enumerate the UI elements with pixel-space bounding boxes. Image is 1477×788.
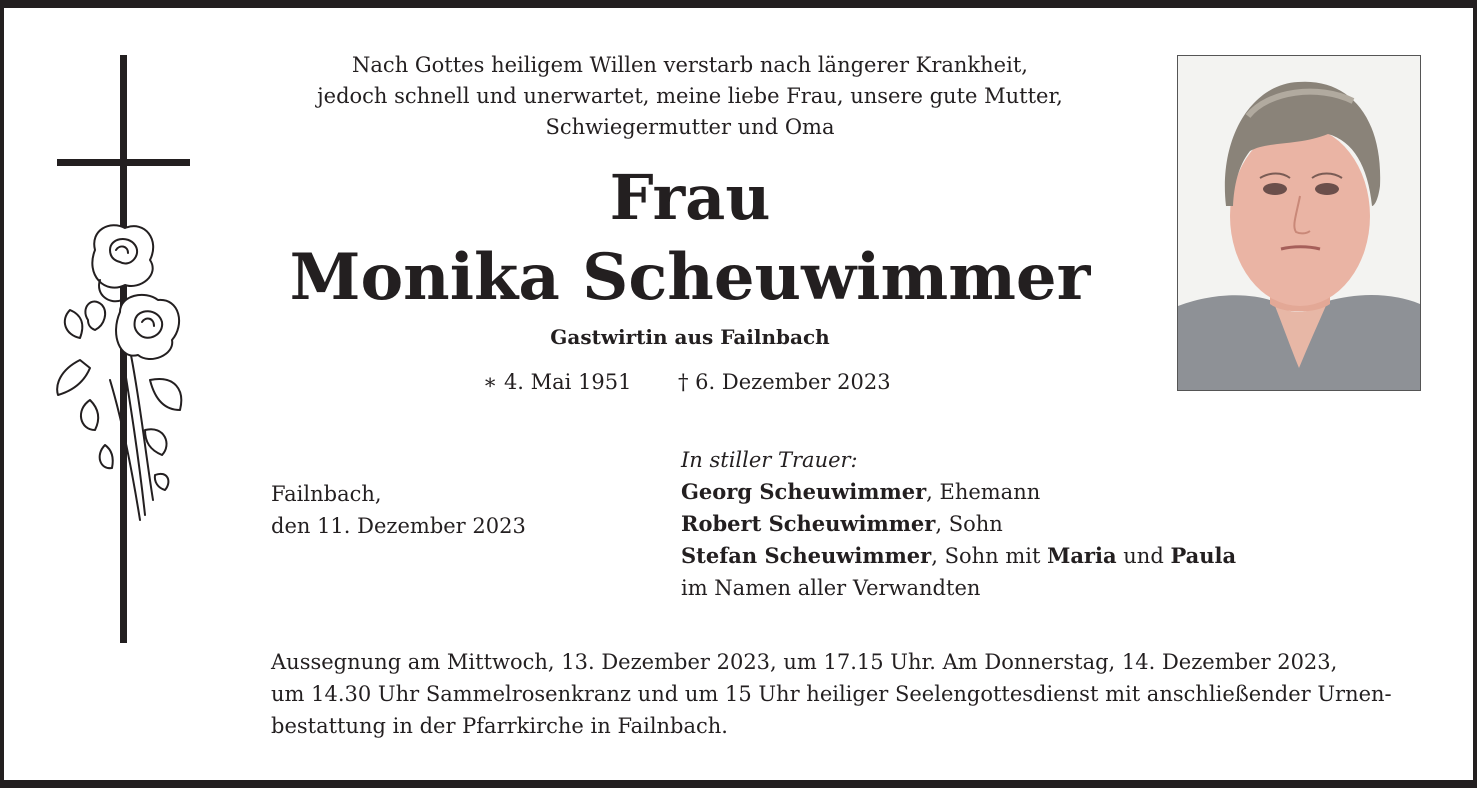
mourners-closing: im Namen aller Verwandten (681, 576, 981, 600)
mourner-name: Stefan Scheuwimmer (681, 543, 932, 568)
mourner-name: Robert Scheuwimmer (681, 511, 936, 536)
occupation: Gastwirtin aus Failnbach (550, 325, 830, 349)
place: Failnbach, (271, 482, 382, 506)
intro-line: Schwiegermutter und Oma (545, 115, 835, 139)
mourner-name: Georg Scheuwimmer (681, 479, 927, 504)
date: den 11. Dezember 2023 (271, 514, 526, 538)
place-date (271, 478, 526, 542)
intro-line: jedoch schnell und unerwartet, meine liebe Frau, unsere gute Mutter, (317, 84, 1063, 108)
conjunction: und (1116, 544, 1171, 568)
ceremony-line: um 14.30 Uhr Sammelrosenkranz und um 15 Uhr heiliger Seelengottesdienst mit anschließender Urnen- (271, 682, 1392, 706)
ceremony-line: Aussegnung am Mittwoch, 13. Dezember 2023, um 17.15 Uhr. Am Donnerstag, 14. Dezember 2023, (271, 650, 1338, 674)
death-date: † 6. Dezember 2023 (678, 370, 891, 394)
mourners-list (681, 444, 1236, 604)
mourner-relation: , Sohn mit (931, 544, 1048, 568)
intro-text (300, 50, 1080, 143)
salutation: Frau (609, 161, 771, 234)
grandchild-name: Paula (1170, 543, 1237, 568)
deceased-name: Monika Scheuwimmer (289, 240, 1091, 315)
birth-date: ∗ 4. Mai 1951 (483, 370, 632, 394)
intro-line: Nach Gottes heiligem Willen verstarb nach längerer Krankheit, (352, 53, 1028, 77)
ceremony-line: bestattung in der Pfarrkirche in Failnbach. (271, 714, 728, 738)
mourner-relation: , Ehemann (926, 480, 1041, 504)
mourners-heading: In stiller Trauer: (681, 448, 858, 472)
mourner-relation: , Sohn (935, 512, 1003, 536)
portrait-photo (1177, 55, 1421, 391)
mourner-line (681, 476, 1236, 508)
cross-with-roses-icon (50, 50, 200, 650)
mourner-line (681, 508, 1236, 540)
grandchild-name: Maria (1047, 543, 1117, 568)
mourner-line (681, 540, 1236, 572)
ceremony-text (271, 646, 1391, 742)
